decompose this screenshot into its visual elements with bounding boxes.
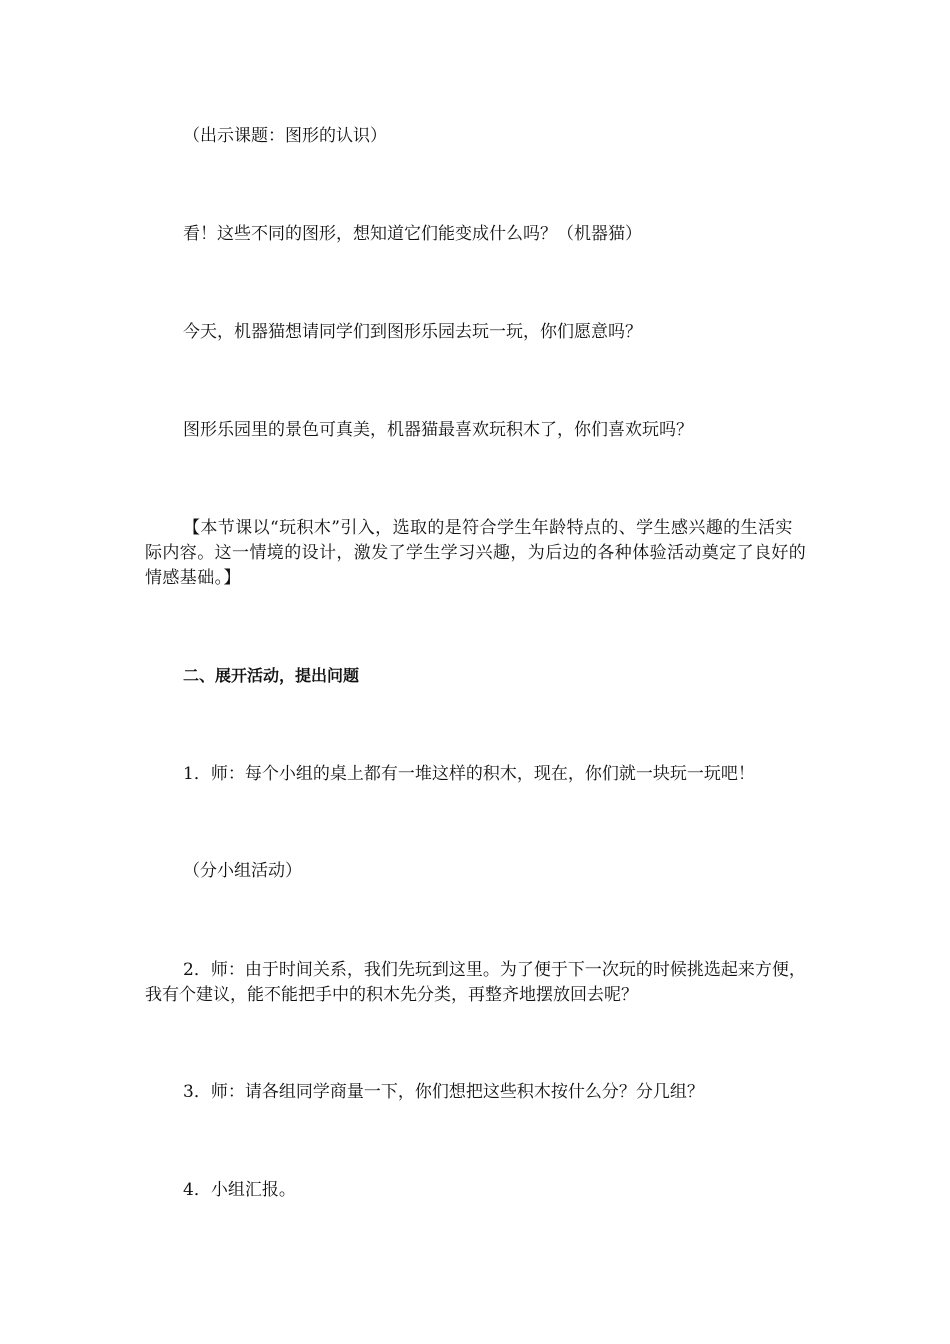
paragraph-group-activity: （分小组活动）	[183, 861, 302, 881]
paragraph-step-3: 3．师：请各组同学商量一下，你们想把这些积木按什么分？分几组？	[183, 1082, 704, 1102]
paragraph-step-1: 1．师：每个小组的桌上都有一堆这样的积木，现在，你们就一块玩一玩吧！	[183, 764, 755, 784]
paragraph-building-blocks: 图形乐园里的景色可真美，机器猫最喜欢玩积木了，你们喜欢玩吗？	[183, 420, 693, 440]
section-heading: 二、展开活动，提出问题	[183, 666, 360, 685]
paragraph-look-shapes: 看！这些不同的图形，想知道它们能变成什么吗？（机器猫）	[183, 224, 642, 244]
paragraph-show-topic: （出示课题：图形的认识）	[183, 126, 387, 146]
paragraph-design-note: 【本节课以“玩积木”引入，选取的是符合学生年龄特点的、学生感兴趣的生活实际内容。这一情境的设计，激发了学生学习兴趣，为后边的各种体验活动奠定了良好的情感基础。】	[145, 518, 807, 588]
paragraph-step-4: 4．小组汇报。	[183, 1180, 296, 1200]
paragraph-step-2: 2．师：由于时间关系，我们先玩到这里。为了便于下一次玩的时候挑选起来方便，我有个建议，能不能把手中的积木先分类，再整齐地摆放回去呢？	[145, 960, 806, 1005]
paragraph-invite-park: 今天，机器猫想请同学们到图形乐园去玩一玩，你们愿意吗？	[183, 322, 642, 342]
